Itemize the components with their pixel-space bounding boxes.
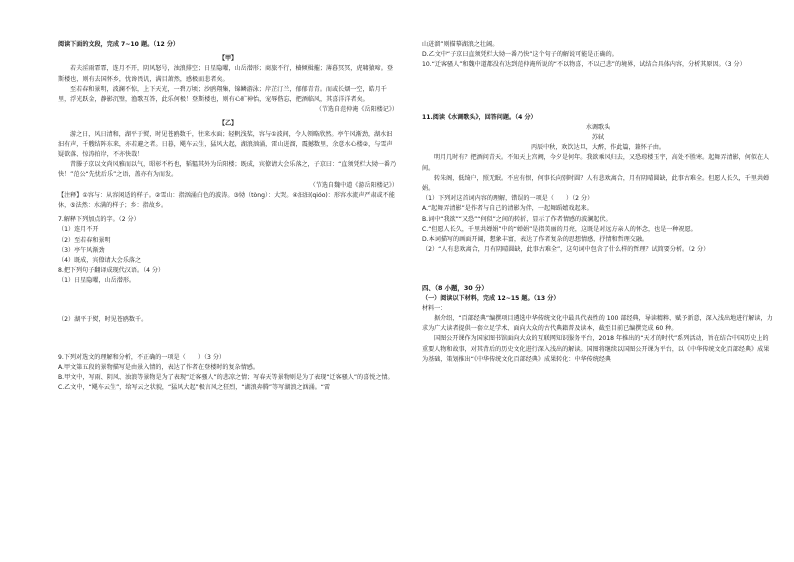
question-9-option-a: A.甲文第五段的景物描写是由景入情的，表达了作者在登楼时的复杂情感。 <box>58 364 259 372</box>
passage-jia-p2: 至若春和景明，波澜不惊，上下天光，一碧万顷；沙鸥翔集，锦鳞游泳；岸芷汀兰，郁郁青青。而或长烟一空，皓月千里，浮光跃金，静影沉璧，渔歌互答，此乐何极！登斯楼也，则有心旷神怡，宠辱偕忘，把酒临风，其喜洋洋者矣。 <box>58 85 387 104</box>
poem-title: 水调歌头 <box>585 123 611 131</box>
question-11-1-option-c: C.“但愿人长久，千里共婵娟”中的“婵娟”是指美丽的月亮，这既是对远方亲人的怀念，也是一种祝愿。 <box>422 225 697 233</box>
question-7-1: （1）连月不开 <box>58 226 99 234</box>
passage-yi-p1: 游之日，风日清和，湖平于熨，时见苍鸥数千，往来水面；轻帆浅桨，容与①波间，令人领略欣然。亭午风渐劲，湖水汩汩有声，千艘结阵东来，亦若避之者。日暮，飓车云生，猛风大起，湖浪汹涌，雷山迸溜，震撼数里，余意水心楼②，与雪声疑欲落、惊涛拍岸，不亦快哉！ <box>58 130 393 159</box>
question-9-option-c: C.乙文中，“飓车云生”，给写云之状貌，“猛风大起”极言风之狂烈，“湖浪奔腾”等写湖浪之汹涌。“雷 <box>58 384 331 392</box>
poem-author: 苏轼 <box>591 134 605 142</box>
question-11-1-option-a: A.“起舞弄清影”是作者与自己的清影为伴，一起舞蹈嬉戏起来。 <box>422 205 593 213</box>
section-4-title: 四、（8 小题，30 分） <box>422 284 488 293</box>
poem-stanza-2: 转朱阁，低绮户，照无眠。不应有恨，何事长向别时圆？人有悲欢离合，月有阴晴圆缺，此事古难全。但愿人长久，千里共婵娟。 <box>422 174 770 193</box>
question-7-4: （4）既成，宾僚请大会乐落之 <box>58 257 142 265</box>
question-9-option-b: B.甲文中，写雨、阴风、浊浪等景物是为了表现“迁客骚人”的悲凉之情；写春天等景物则是为了表现“迁客骚人”的喜悦之情。 <box>58 374 394 382</box>
question-9: 9.下列对选文的理解和分析，不正确的一项是（ ）（3 分） <box>58 353 226 361</box>
poem-preface: 丙辰中秋，欢饮达旦，大醉，作此篇，兼怀子由。 <box>530 144 666 152</box>
passage-notes: 【注释】①容与：从容闲适的样子。②雪山：指汹涌白色的波涛。③恸（tòng）：大哭。④汩汩(qióo)：形容水流声严肃或不能休，⑤法然：水满的样子；乡：指故乡。 <box>58 191 395 210</box>
passage-jia-title: 【甲】 <box>218 55 238 63</box>
left-column <box>58 40 398 562</box>
question-7-2: （2）至若春和景明 <box>58 236 111 244</box>
question-8-1: （1）日星隐曜，山岳潜形。 <box>58 277 136 285</box>
passage-yi-title: 【乙】 <box>218 120 238 128</box>
question-9-option-c-continued: 山迸溜”则描摹湖浪之壮阔。 <box>422 41 499 48</box>
question-10: 10.“迁客骚人”和魏中道都没有达到范仲淹所说的“不以物喜，不以己悲”的境界，试结合具体内容，分析其原因。（3 分） <box>422 61 746 69</box>
question-11: 11.阅读《水调歌头》，回答问题。（4 分） <box>422 113 537 121</box>
question-7: 7.解释下列加点的字。（2 分） <box>58 216 140 224</box>
passage-jia-source: （节选自范仲淹《岳阳楼记》） <box>315 106 398 114</box>
passage-yi-p2: 昔滕子京以文尚风雅而以气，昭彰不朽也，韬韫其外为岳阳楼；既成，宾僚请大会乐落之，子京曰：“直须凭栏大恸一番乃快！”范公“先忧后乐”之语，盖亦有为而发。 <box>58 161 397 179</box>
question-11-1-option-b: B.词中“我欲”“又恐”“何似”之间的转折，显示了作者情感的波澜起伏。 <box>422 215 612 223</box>
passage-yi-source: （节选自魏中道《游岳阳楼记》） <box>309 181 398 189</box>
material-1-label: 材料一： <box>422 304 447 312</box>
question-8-2: （2）湖平于熨，时见苍鸥数千。 <box>58 315 148 323</box>
material-1-paragraph-1: 据介绍，“百部经典”编撰项目遴选中华传统文化中最具代表性的 100 部经典，导读精粹、赋予新意，深入浅出地进行解读，力求为广大读者提供一套立足学术、面向大众的古代典籍普及读本，截至目前已编撰完成 60 种。 <box>422 315 773 333</box>
question-11-2: （2）“人有悲欢离合，月有阴晴圆缺，此事古难全”，这句词中包含了什么样的哲理？试简要分析。（2 分） <box>422 246 710 254</box>
right-column <box>422 40 774 562</box>
question-7-3: （3）亭午风渐劲 <box>58 246 105 254</box>
question-9-option-d: D.乙文中“子京曰直须凭栏大恸一番乃快”这个句子的解说可能是正确的。 <box>422 51 618 59</box>
passage-jia-p1: 若夫淫雨霏霏，连月不开，阴风怒号，浊浪排空；日星隐曜，山岳潜形；商旅不行，樯倾楫摧；薄暮冥冥，虎啸猿啼。登斯楼也，则有去国怀乡，忧谗畏讥，满目萧然，感极而悲者矣。 <box>58 65 393 83</box>
question-11-1-option-d: D.本词描写的画面开阔，想象丰富，表达了作者复杂的思想情感，抒情和哲理交融。 <box>422 236 649 244</box>
question-8: 8.把下列句子翻译成现代汉语。（4 分） <box>58 267 165 275</box>
reading-intro: 阅读下面的文段，完成 7~10 题。（12 分） <box>58 41 180 48</box>
poem-stanza-1: 明月几时有？把酒问青天。不知天上宫阙，今夕是何年。我欲乘风归去，又恐琼楼玉宇，高处不胜寒。起舞弄清影，何似在人间。 <box>422 154 770 172</box>
material-1-paragraph-2: 国图公开课作为国家图书馆面向大众的互联网知识服务平台，2018 年推出的“天才的时代”系列活动，旨在结合中国历史上的重要人物和故事，对其背后的历史文化进行深入浅出的解读。国图将继续以国图公开课为平台，以《中华传统文化百部经典》成果为基础，策划推出“《中华传统文化百部经典》成果转化：中华传统经典 <box>422 335 770 363</box>
section-4-part-1: （一）阅读以下材料，完成 12~15 题。（13 分） <box>422 294 560 302</box>
question-11-1: （1）下列对这首词内容的理解，错误的一项是（ ）（2 分） <box>422 195 594 203</box>
